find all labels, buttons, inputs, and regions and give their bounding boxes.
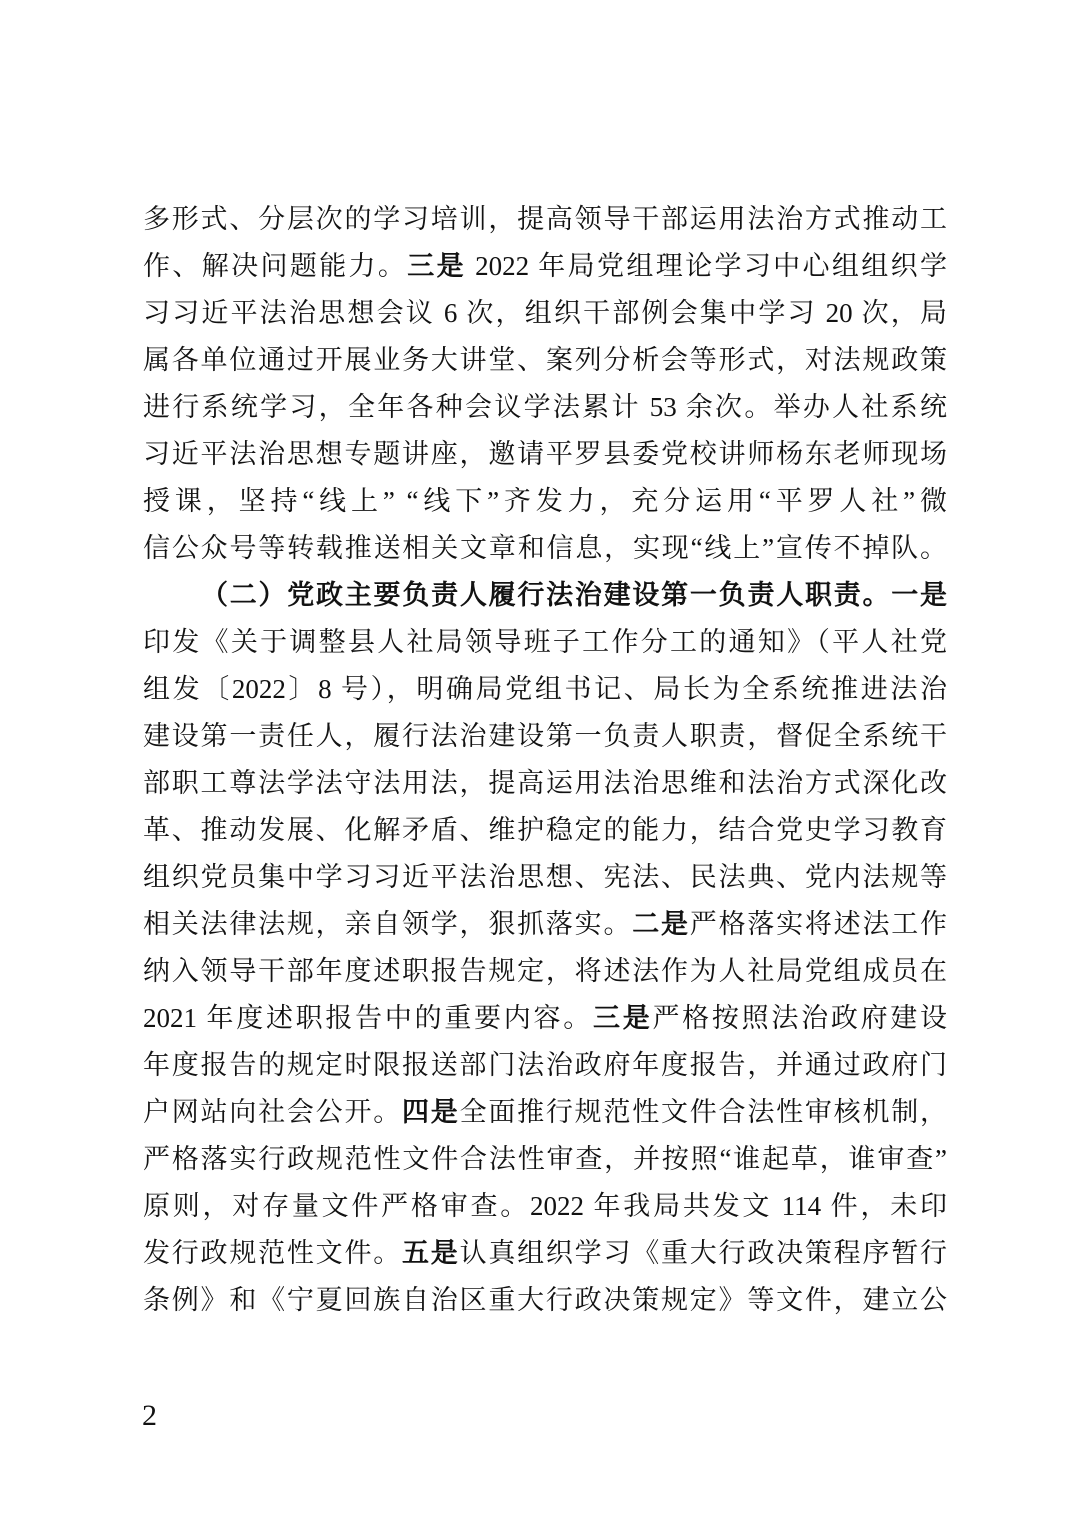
- text-segment-bold: 二是: [632, 909, 690, 939]
- text-segment: 作、解决问题能力。: [143, 251, 408, 281]
- text-segment: 相关法律法规，亲自领学，狠抓落实。: [143, 909, 633, 939]
- page-number: 2: [142, 1399, 157, 1432]
- text-segment: 习近平法治思想专题讲座，邀请平罗县委党校讲师杨东老师现场: [143, 439, 947, 469]
- text-segment: 全面推行规范性文件合法性审核机制，: [459, 1097, 947, 1127]
- text-segment: 多形式、分层次的学习培训，提高领导干部运用法治方式推动工: [143, 204, 947, 234]
- section-heading: [143, 572, 947, 619]
- text-segment: 原则，对存量文件严格审查。2022 年我局共发文 114 件，未印: [143, 1191, 947, 1221]
- text-line: [143, 384, 947, 431]
- text-segment: 认真组织学习《重大行政决策程序暂行: [459, 1238, 947, 1268]
- text-segment: 进行系统学习，全年各种会议学法累计 53 余次。举办人社系统: [143, 392, 947, 422]
- text-line: [143, 243, 947, 290]
- text-segment: 印发《关于调整县人社局领导班子工作分工的通知》（平人社党: [143, 627, 947, 657]
- text-line: [143, 1136, 947, 1183]
- text-line: [143, 1089, 947, 1136]
- text-line: [143, 619, 947, 666]
- document-body: [143, 196, 947, 1324]
- text-segment: 革、推动发展、化解矛盾、维护稳定的能力，结合党史学习教育: [143, 815, 947, 845]
- text-segment-bold: 四是: [402, 1097, 460, 1127]
- text-segment: 户网站向社会公开。: [143, 1097, 402, 1127]
- text-line: [143, 713, 947, 760]
- text-line: [143, 666, 947, 713]
- text-segment-bold: 五是: [402, 1238, 460, 1268]
- text-line: [143, 760, 947, 807]
- text-line: [143, 337, 947, 384]
- text-line: [143, 948, 947, 995]
- text-segment-bold: 三是: [592, 1003, 653, 1033]
- text-segment: 属各单位通过开展业务大讲堂、案列分析会等形式，对法规政策: [143, 345, 947, 375]
- text-line: [143, 290, 947, 337]
- text-segment: 纳入领导干部年度述职报告规定，将述法作为人社局党组成员在: [143, 956, 947, 986]
- text-segment: 2022 年局党组理论学习中心组组织学: [466, 251, 947, 281]
- text-segment: 授课，坚持“线上” “线下”齐发力，充分运用“平罗人社”微: [143, 486, 947, 516]
- text-segment: 2021 年度述职报告中的重要内容。: [143, 1003, 593, 1033]
- text-segment: 严格按照法治政府建设: [652, 1003, 947, 1033]
- text-line: [143, 807, 947, 854]
- text-segment: 严格落实将述法工作: [689, 909, 947, 939]
- text-segment: 条例》和《宁夏回族自治区重大行政决策规定》等文件，建立公: [143, 1285, 947, 1315]
- text-segment: 严格落实行政规范性文件合法性审查，并按照“谁起草，谁审查”: [143, 1144, 947, 1174]
- text-segment: 习习近平法治思想会议 6 次，组织干部例会集中学习 20 次，局: [143, 298, 947, 328]
- text-segment: 组发〔2022〕8 号），明确局党组书记、局长为全系统推进法治: [143, 674, 947, 704]
- text-line: [143, 995, 947, 1042]
- text-line: [143, 854, 947, 901]
- text-line: [143, 1230, 947, 1277]
- text-segment-bold: 三是: [407, 251, 467, 281]
- text-line: [143, 525, 947, 572]
- text-segment: 部职工尊法学法守法用法，提高运用法治思维和法治方式深化改: [143, 768, 947, 798]
- text-segment: 信公众号等转载推送相关文章和信息，实现“线上”宣传不掉队。: [143, 533, 947, 563]
- text-line: [143, 1277, 947, 1324]
- text-segment: 年度报告的规定时限报送部门法治政府年度报告，并通过政府门: [143, 1050, 947, 1080]
- text-line: [143, 1042, 947, 1089]
- text-segment: 发行政规范性文件。: [143, 1238, 402, 1268]
- text-line: [143, 196, 947, 243]
- text-line: [143, 1183, 947, 1230]
- text-segment: 组织党员集中学习习近平法治思想、宪法、民法典、党内法规等: [143, 862, 947, 892]
- text-segment: 建设第一责任人，履行法治建设第一负责人职责，督促全系统干: [143, 721, 947, 751]
- text-segment-bold: （二）党政主要负责人履行法治建设第一负责人职责。一是: [201, 580, 947, 610]
- text-line: [143, 431, 947, 478]
- text-line: [143, 478, 947, 525]
- text-line: [143, 901, 947, 948]
